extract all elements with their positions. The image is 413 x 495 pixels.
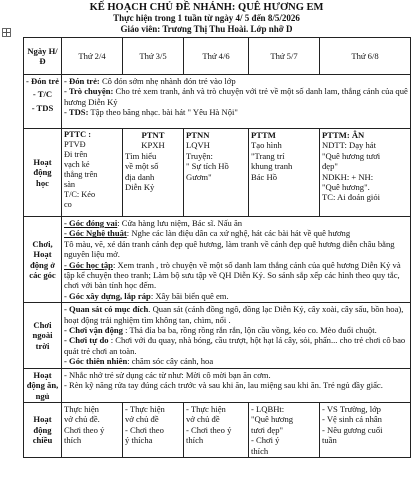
plan-teacher: Giáo viên: Trương Thị Thu Hoài. Lớp nhỡ D <box>120 24 293 34</box>
welcome-line: - Trò chuyện: Cho trẻ xem tranh, ảnh và trò chuyện với trẻ về một số danh lam, thắng cảnh của quê hương Diễn Kỷ <box>64 86 408 107</box>
meals-line: - Rèn kỹ năng rửa tay đúng cách trước và sau khi ăn, lau miệng sau khi ăn. Trẻ ngủ đầy giấc. <box>64 380 383 391</box>
document-header <box>0 0 413 35</box>
outdoor-content <box>62 303 411 368</box>
meals-label: Hoạt động ăn, ngủ <box>24 368 62 402</box>
label-don-tre: - Đón trẻ <box>26 76 59 86</box>
label-tds: - TDS <box>31 102 54 113</box>
plan-title: KẾ HOẠCH CHỦ ĐỀ NHÁNH: QUÊ HƯƠNG EM <box>89 2 324 13</box>
day-header: Thứ 5/7 <box>249 38 320 75</box>
afternoon-label: Hoạt động chiều <box>24 402 62 457</box>
learning-cell-wed: PTNN LQVH Truyện: " Sự tích Hồ Gươm" <box>184 129 249 217</box>
day-header: Thứ 2/4 <box>62 38 123 75</box>
learning-cell-thu: PTTM Tạo hình "Trang trí khung tranh Bác Hồ <box>249 129 320 217</box>
afternoon-cell-tue: - Thực hiện vở chủ đề - Chơi theo ý thícha <box>123 402 184 457</box>
welcome-labels <box>24 75 62 129</box>
table-move-handle-icon[interactable] <box>2 28 11 37</box>
day-header: Thứ 3/5 <box>123 38 184 75</box>
corner-line: - Góc xây dựng, lắp ráp: Xây bãi biển quê em. <box>64 290 229 301</box>
afternoon-row <box>24 402 411 457</box>
afternoon-cell-thu: - LQBHt: "Quê hương tươi đẹp" - Chơi ý thích <box>249 402 320 457</box>
outdoor-line: - Quan sát có mục đích. Quan sát (cảnh đồng ngô, đồng lạc Diễn Kỷ, cây xoài, cây sấu, bồn hoa), hoạt động trải nghiệm tìm không tan, chìm, nổi . <box>64 304 404 325</box>
learning-cell-mon: PTTC : PTVĐ Đi trên vạch kẻ thẳng trên sàn T/C: Kéo co <box>62 129 123 217</box>
welcome-line: - Đón trẻ: Cô đón sớm nhẹ nhành đón trẻ vào lớp <box>64 76 236 86</box>
learning-cell-fri: PTTM: ÂN NDTT: Dạy hát "Quê hương tươi đẹp" NDKH: + NH: "Quê hương". TC: Ai đoán giỏi <box>320 129 411 217</box>
learning-cell-tue: PTNT KPXH Tìm hiểu về một số địa danh Diễn Kỷ <box>123 129 184 217</box>
welcome-line: - TDS: Tập theo băng nhạc. bài hát " Yêu Hà Nội" <box>64 107 238 118</box>
label-tc: - T/C <box>32 89 53 100</box>
corner-line: - Góc học tập: Xem tranh , trò chuyện về một số danh lam thắng cảnh của quê hương Diễn Kỷ và tập kể chuyện theo tranh; Làm bộ sưu tập về QH Diễn Kỷ. So sánh sắp xếp các hình theo quy tắc, chơi với bàn tính học đếm. <box>64 259 401 291</box>
corners-content <box>62 217 411 303</box>
days-row <box>24 38 411 75</box>
meals-content <box>62 368 411 402</box>
corner-line: - Góc đóng vai: Cửa hàng lưu niệm, Bác sĩ. Nấu ăn <box>64 218 243 228</box>
welcome-content <box>62 75 411 129</box>
day-header: Thứ 6/8 <box>320 38 411 75</box>
corners-label: Chơi, Hoạt động ở các góc <box>24 217 62 303</box>
plan-time: Thực hiện trong 1 tuần từ ngày 4/ 5 đến 8/5/2026 <box>113 13 300 23</box>
corners-row <box>24 217 411 303</box>
day-header: Thứ 4/6 <box>184 38 249 75</box>
corner-line: Tô màu, vẽ, xé dán tranh cảnh đẹp quê hương, làm tranh về cảnh đẹp quê hương diễn châu bằng nguyên liệu mở. <box>64 238 395 260</box>
outdoor-line: - Chơi tự do : Chơi với đu quay, nhà bóng, cầu trượt, hột hạt lá cây, sỏi, phấn... cho trẻ chơi cô bao quát trẻ chơi an toàn. <box>64 335 406 356</box>
col-header-cell: Ngày H/Đ <box>24 38 62 75</box>
outdoor-line: - Chơi vận động : Thả đỉa ba ba, rồng rồng rắn rắn, lộn cầu vồng, kéo co. Mèo đuổi chuột. <box>64 325 377 336</box>
afternoon-cell-wed: - Thực hiện vở chủ đề - Chơi theo ý thích <box>184 402 249 457</box>
learning-row <box>24 129 411 217</box>
outdoor-label: Chơi ngoài trời <box>24 303 62 368</box>
welcome-row <box>24 75 411 129</box>
schedule-table <box>23 37 411 458</box>
corner-line: - Góc Nghệ thuật: Nghe các làn điệu dân ca xứ nghệ, hát các bài hát về quê hương <box>64 228 351 239</box>
learning-label: Hoạt động học <box>24 129 62 217</box>
outdoor-line: - Góc thiên nhiên: chăm sóc cây cảnh, hoa <box>64 356 214 367</box>
outdoor-row <box>24 303 411 368</box>
meals-line: - Nhắc nhở trẻ sử dụng các từ như: Mời cô mời bạn ăn cơm. <box>64 369 271 380</box>
afternoon-cell-mon: Thực hiện vở chủ đề. Chơi theo ý thích <box>62 402 123 457</box>
meals-row <box>24 368 411 402</box>
afternoon-cell-fri: - VS Trường, lớp - Vệ sinh cá nhân - Nêu gương cuối tuần <box>320 402 411 457</box>
